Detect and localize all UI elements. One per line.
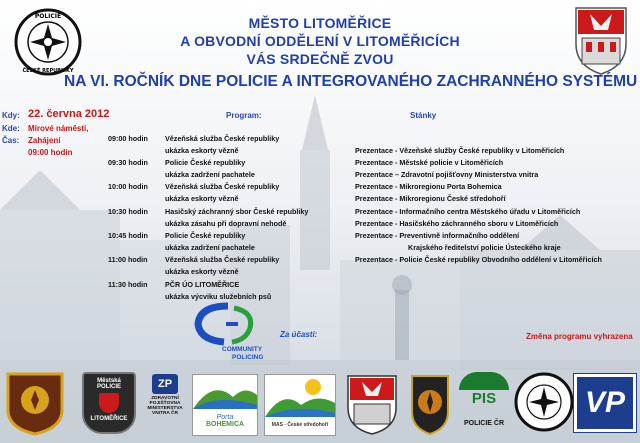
kde-value: Mírové náměstí,: [28, 124, 89, 133]
stall-item: Krajského ředitelství policie Ústeckého kraje: [408, 243, 561, 252]
cas-value-time: 09:00 hodin: [28, 148, 73, 157]
stall-item: Prezentace - Policie České republiky Obvodního oddělení v Litoměřicích: [355, 255, 602, 264]
vp-logo: VP: [574, 374, 636, 432]
cas-value-zahajeni: Zahájení: [28, 136, 61, 145]
svg-text:ČESKÉ REPUBLIKY: ČESKÉ REPUBLIKY: [22, 68, 74, 74]
schedule-time: 10:00 hodin: [108, 182, 148, 191]
prison-service-badge-icon: [4, 370, 66, 436]
bohemica-label: BOHEMICA: [205, 421, 245, 428]
schedule-item: Policie České republiky: [165, 158, 246, 167]
schedule-item: Hasičský záchranný sbor České republiky: [165, 207, 309, 216]
litomerice-coat-of-arms-icon: [572, 4, 630, 76]
schedule-item: Policie České republiky: [165, 231, 246, 240]
community-label: COMMUNITY: [222, 346, 263, 353]
pis-mark: PIS: [471, 390, 497, 407]
pis-logo: [456, 372, 512, 438]
umbrella-icon: [459, 372, 509, 390]
mestska-policie-label: POLICIE: [96, 384, 121, 390]
mas-label: MAS - České středohoří: [271, 422, 329, 428]
stall-item: Prezentace - Mikroregionu České středohoří: [355, 194, 506, 203]
schedule-item: ukázka zásahu při dopravní nehodě: [165, 219, 287, 228]
svg-text:POLICIE: POLICIE: [34, 13, 62, 20]
porta-label: Porta: [216, 414, 234, 421]
schedule-item: ukázka eskorty vězně: [165, 146, 239, 155]
schedule-item: ukázka zadržení pachatele: [165, 243, 255, 252]
shield-icon: [99, 393, 119, 413]
stall-item: Prezentace - Hasičského záchranného sboru v Litoměřicích: [355, 219, 559, 228]
zp-line: POJIŠŤOVNA: [149, 401, 181, 406]
pis-caption: POLICIE ČR: [463, 420, 505, 427]
zp-insurance-logo: [142, 374, 188, 436]
coat-of-arms-small-icon: [344, 372, 400, 436]
mestska-city-label: LITOMĚŘICE: [90, 416, 128, 422]
schedule-item: Vězeňská služba České republiky: [165, 255, 280, 264]
hills-icon: [193, 375, 257, 409]
za-ucasti-label: Za účasti:: [280, 330, 318, 339]
schedule-item: PČR ÚO LITOMĚŘICE: [165, 280, 240, 289]
schedule-time: 11:00 hodin: [108, 255, 148, 264]
schedule-time: 10:30 hodin: [108, 207, 148, 216]
schedule-item: Vězeňská služba České republiky: [165, 134, 280, 143]
title-line-4: NA VI. ROČNÍK DNE POLICIE A INTEGROVANÉHO ZACHRANNÉHO SYSTÉMU: [64, 73, 638, 90]
program-heading: Program:: [226, 111, 262, 120]
police-seal-icon: [14, 8, 82, 76]
schedule-item: ukázka eskorty vězně: [165, 194, 239, 203]
fire-rescue-badge-icon: [408, 372, 452, 436]
program-change-notice: Změna programu vyhrazena: [526, 332, 633, 341]
schedule-time: 11:30 hodin: [108, 280, 148, 289]
zp-line: MINISTERSTVA: [147, 406, 183, 411]
mestska-policie-badge: [82, 372, 136, 434]
kdy-value: 22. června 2012: [28, 108, 110, 120]
schedule-item: ukázka eskorty vězně: [165, 267, 239, 276]
stall-item: Prezentace – Zdravotní pojišťovny Ministerstva vnitra: [355, 170, 539, 179]
title-line-3: VÁS SRDEČNĚ ZVOU: [246, 51, 394, 67]
schedule-time: 09:30 hodin: [108, 158, 148, 167]
stall-item: Prezentace - Informačního centra Městského úřadu v Litoměřicích: [355, 207, 581, 216]
stanky-heading: Stánky: [410, 111, 437, 120]
stall-item: Prezentace - Městské policie v Litoměřicích: [355, 158, 504, 167]
title-line-1: MĚSTO LITOMĚŘICE: [248, 15, 392, 31]
zp-line: VNITRA ČR: [152, 411, 178, 416]
title-line-2: A OBVODNÍ ODDĚLENÍ V LITOMĚŘICÍCH: [180, 33, 460, 49]
schedule-time: 09:00 hodin: [108, 134, 148, 143]
stall-item: Prezentace - Preventivně informačního oddělení: [355, 231, 520, 240]
schedule-item: ukázka výcviku služebních psů: [165, 292, 272, 301]
police-seal-small-icon: [514, 372, 574, 432]
stall-item: Prezentace - Vězeňské služby České republiky v Litoměřicích: [355, 146, 565, 155]
community-policing-logo-icon: [188, 302, 268, 352]
porta-bohemica-logo: [192, 374, 258, 436]
policing-label: POLICING: [232, 354, 264, 361]
stall-item: Prezentace - Mikroregionu Porta Bohemica: [355, 182, 502, 191]
schedule-item: ukázka zadržení pachatele: [165, 170, 255, 179]
landscape-icon: [265, 375, 335, 417]
mas-logo: [264, 374, 336, 436]
zp-mark-icon: ZP: [152, 374, 178, 394]
kde-label: Kde:: [2, 124, 20, 133]
kdy-label: Kdy:: [2, 111, 20, 120]
schedule-time: 10:45 hodin: [108, 231, 148, 240]
schedule-item: Vězeňská služba České republiky: [165, 182, 280, 191]
zp-line: ZDRAVOTNÍ: [151, 396, 179, 401]
cas-label: Čas:: [2, 136, 20, 145]
mestska-label: Městská: [97, 378, 121, 384]
